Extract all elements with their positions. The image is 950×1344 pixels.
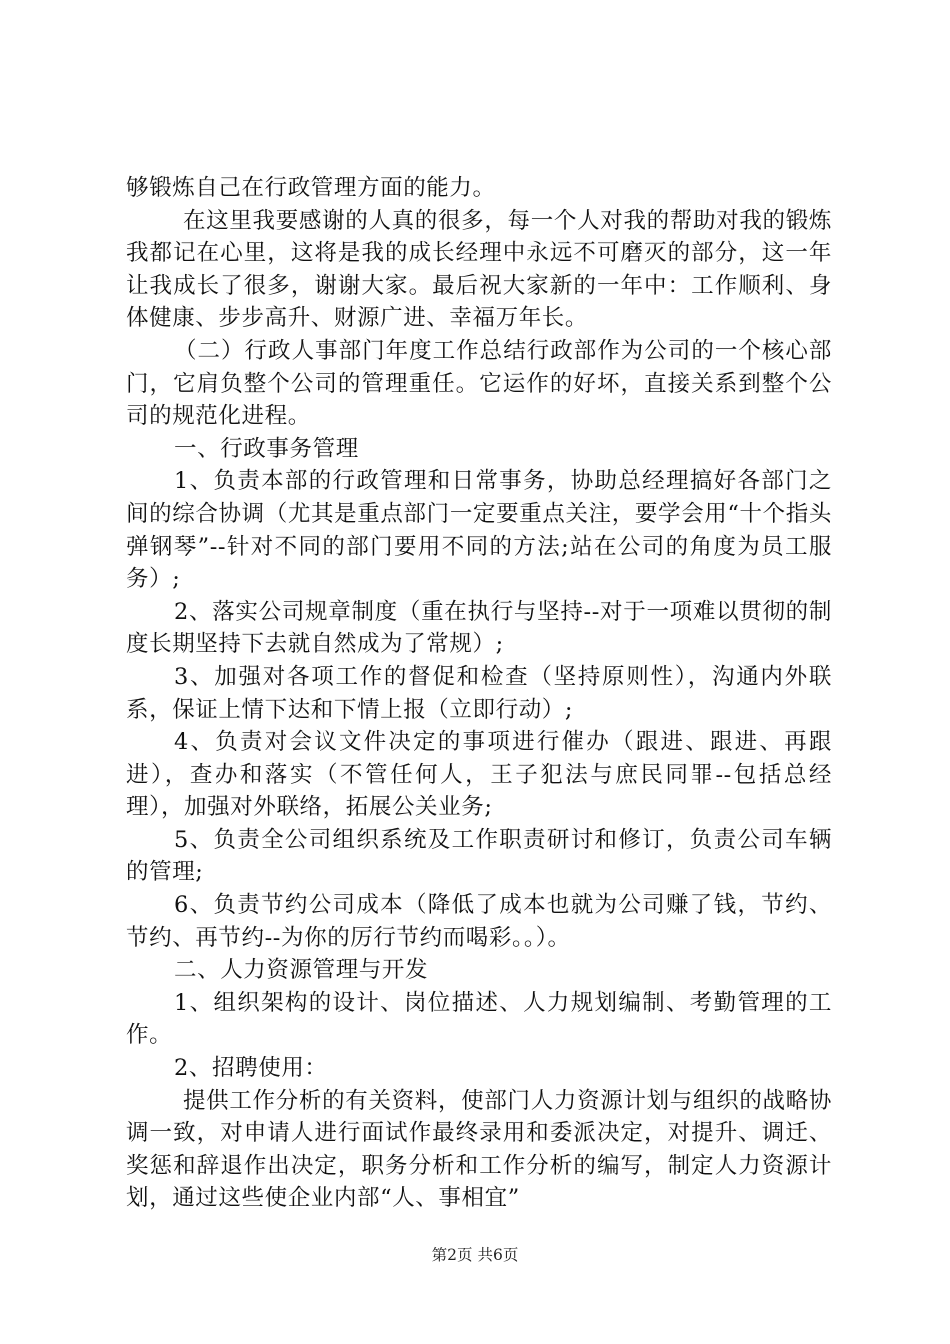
- list-item-1: 1、负责本部的行政管理和日常事务，协助总经理搞好各部门之间的综合协调（尤其是重点部门一定要重点关注，要学会用“十个指头弹钢琴”--针对不同的部门要用不同的方法;站在公司的角度为员工服务）;: [126, 468, 832, 593]
- hr-item-1: 1、组织架构的设计、岗位描述、人力规划编制、考勤管理的工作。: [126, 989, 832, 1049]
- list-item-3: 3、加强对各项工作的督促和检查（坚持原则性），沟通内外联系，保证上情下达和下情上报（立即行动）;: [126, 663, 832, 723]
- list-item-4: 4、负责对会议文件决定的事项进行催办（跟进、跟进、再跟进），查办和落实（不管任何人，王子犯法与庶民同罪--包括总经理），加强对外联络，拓展公关业务;: [126, 729, 832, 821]
- paragraph-thanks: 在这里我要感谢的人真的很多，每一个人对我的帮助对我的锻炼我都记在心里，这将是我的成长经理中永远不可磨灭的部分，这一年让我成长了很多，谢谢大家。最后祝大家新的一年中：工作顺利、身体健康、步步高升、财源广进、幸福万年长。: [126, 207, 832, 332]
- heading-admin-affairs: 一、行政事务管理: [174, 435, 359, 462]
- list-item-2: 2、落实公司规章制度（重在执行与坚持--对于一项难以贯彻的制度长期坚持下去就自然成为了常规）;: [126, 598, 832, 658]
- page-footer: [0, 1243, 950, 1265]
- list-item-6: 6、负责节约公司成本（降低了成本也就为公司赚了钱，节约、节约、再节约--为你的厉行节约而喝彩。。）。: [126, 892, 832, 951]
- hr-item-2: 2、招聘使用：: [174, 1055, 328, 1082]
- page-number: 第2页 共6页: [431, 1246, 519, 1264]
- list-item-5: 5、负责全公司组织系统及工作职责研讨和修订，负责公司车辆的管理;: [126, 826, 832, 886]
- paragraph-recruitment-detail: 提供工作分析的有关资料，使部门人力资源计划与组织的战略协调一致，对申请人进行面试作最终录用和委派决定，对提升、调迁、奖惩和辞退作出决定，职务分析和工作分析的编写，制定人力资源计划，通过这些使企业内部“人、事相宜”: [126, 1087, 832, 1212]
- document-body: [126, 172, 832, 1215]
- paragraph-section-intro: （二）行政人事部门年度工作总结行政部作为公司的一个核心部门，它肩负整个公司的管理重任。它运作的好坏，直接关系到整个公司的规范化进程。: [126, 337, 832, 430]
- paragraph-continuation: 够锻炼自己在行政管理方面的能力。: [126, 175, 496, 201]
- heading-hr-management: 二、人力资源管理与开发: [174, 957, 429, 984]
